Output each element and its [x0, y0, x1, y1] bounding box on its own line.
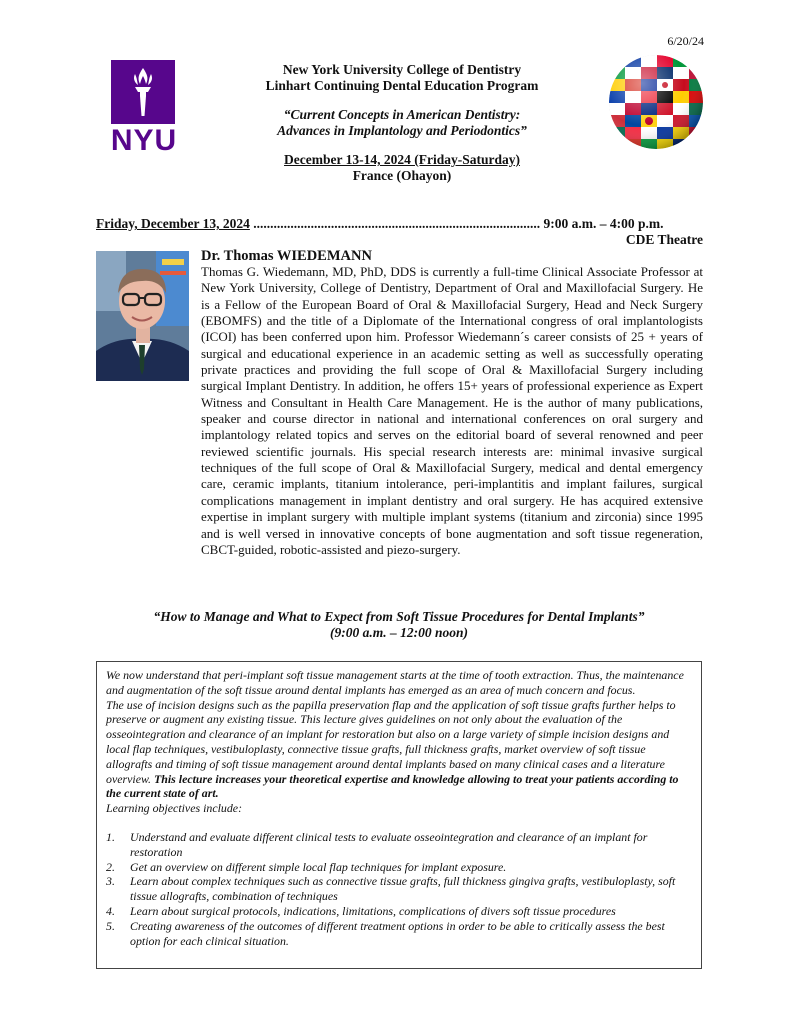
header-institution [200, 62, 604, 94]
course-title-line-1: “Current Concepts in American Dentistry: [283, 107, 521, 122]
session-venue: CDE Theatre [625, 232, 703, 247]
institution-name: New York University College of Dentistry [282, 62, 522, 77]
abstract-paragraph-2-text: The use of incision designs such as the papilla preservation flap and the application of soft tissue grafts further helps to preserve or augment any existing tissue. This lecture gives guidelines on not only about the evaluation of the osseointegration and clearance of an implant for restoration but also on a large variety of simple incision designs and local flap techniques, vestibuloplasty, connective tissue grafts, full thickness grafts, market overview of soft tissue allografts and timing of soft tissue management around dental implants based on many clinical cases and a literature overview. [106, 697, 676, 786]
course-dates-block [200, 152, 604, 184]
lecture-title: “How to Manage and What to Expect from Soft Tissue Procedures for Dental Implants” [153, 609, 645, 624]
session-day: Friday, December 13, 2024 [96, 216, 250, 231]
abstract-paragraph-1: We now understand that peri-implant soft tissue management starts at the time of tooth extraction. Thus, the maintenance and augmentation of the soft tissue around dental implants has emerged as an area of much concern and focus. [106, 668, 684, 697]
speaker-name: Dr. Thomas WIEDEMANN [201, 248, 372, 264]
list-item: 2. Get an overview on different simple local flap techniques for implant exposure. [106, 859, 507, 874]
lecture-heading [96, 609, 702, 641]
abstract-paragraph-2 [106, 698, 692, 802]
list-item: 4. Learn about surgical protocols, indications, limitations, complications of divers soft tissue procedures [106, 903, 616, 918]
course-title [200, 107, 604, 139]
objectives-list [106, 830, 692, 948]
objectives-intro: Learning objectives include: [106, 801, 243, 816]
nyu-logo [111, 60, 175, 124]
list-item: 1. Understand and evaluate different clinical tests to evaluate osseointegration and clearance of an implant for restoration [106, 829, 648, 859]
speaker-bio: Thomas G. Wiedemann, MD, PhD, DDS is currently a full-time Clinical Associate Professor at New York University, College of Dentistry, Department of Oral and Maxillofacial Surgery. He is a Fellow of the European Board of Oral & Maxillofacial Surgery, Head and Neck Surgery (EBOMFS) and the title of a Diplomate of the International congress of oral implantologists (ICOI) has been conferred upon him. Professor Wiedemann´s career consists of 25 + years of surgical and educational experience in an academic setting as well as successfully operating private practices and providing the full scope of Oral & Maxillofacial Surgery including surgical Implant Dentistry. In addition, he offers 15+ years of professional experience as Expert Witness and Consultant in Health Care Management. He is the author of many publications, speaker and course director in national and international conferences on oral surgery and implantology related topics and serves on the editorial board of several renowned and peer reviewed scientific journals. His special research interests are: minimal invasive surgical techniques of the full scope of Oral & Maxillofacial Surgery, medical and dental emergency care, ceramic implants, titanium intolerance, peri-implantitis and implant failures, surgical complications management in implant dentistry and oral surgery. He has acquired extensive expertise in implant surgery with multiple implant systems (titanium and zirconia) since 1995 and is well versed in innovative concepts of bone augmentation and soft tissue regeneration, CBCT-guided, robotic-assisted and piezo-surgery. [201, 264, 703, 557]
course-title-line-2: Advances in Implantology and Periodontics” [277, 123, 527, 138]
session-time: 9:00 a.m. – 4:00 p.m. [540, 216, 664, 231]
document-date: 6/20/24 [667, 34, 704, 48]
speaker-photo [96, 251, 189, 381]
course-dates: December 13-14, 2024 (Friday-Saturday) [284, 152, 520, 167]
abstract-paragraph-2-bold: This lecture increases your theoretical expertise and knowledge allowing to treat your patients according to the current state of art. [106, 771, 679, 801]
session-leader-dots: ..................................................................................... [253, 216, 541, 231]
torch-icon [111, 60, 175, 124]
program-name: Linhart Continuing Dental Education Program [265, 78, 539, 93]
lecture-time: (9:00 a.m. – 12:00 noon) [330, 625, 468, 640]
course-location: France (Ohayon) [352, 168, 452, 183]
lecture-abstract-box [96, 661, 702, 969]
flags-globe-icon [609, 55, 703, 149]
list-item: 5. Creating awareness of the outcomes of different treatment options in order to be able to critically assess the best option for each clinical situation. [106, 918, 665, 948]
list-item: 3. Learn about complex techniques such as connective tissue grafts, full thickness gingiva grafts, vestibuloplasty, soft tissue allografts, combination of techniques [106, 874, 676, 904]
nyu-logo-text: NYU [110, 124, 178, 157]
session-line [96, 216, 702, 232]
